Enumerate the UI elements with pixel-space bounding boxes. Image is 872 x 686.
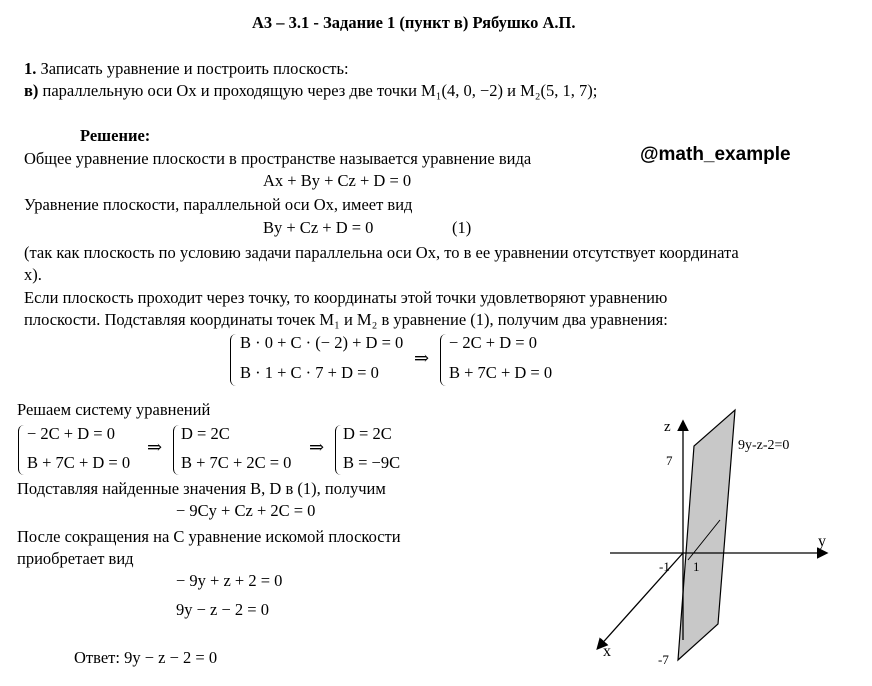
paragraph-reduce-2: приобретает вид [17, 549, 134, 568]
task-part-text: параллельную оси Ox и проходящую через две точки M₁(4, 0, −2) и M₂(5, 1, 7); [42, 81, 598, 100]
system1-eq-b2: B + 7C + D = 0 [449, 363, 553, 382]
plane-equation-label: 9y-z-2=0 [738, 438, 790, 453]
system2-eq-c1: D = 2C [343, 424, 392, 443]
implies-arrow: ⇒ [147, 437, 163, 457]
watermark-handle: @math_example [640, 144, 791, 165]
paragraph-substitute: Подставляя найденные значения B, D в (1), получим [17, 479, 386, 498]
y-axis-label: y [818, 533, 826, 550]
x-axis [598, 553, 683, 648]
solution-heading: Решение: [80, 126, 151, 145]
tick-label-1: 1 [693, 559, 700, 574]
system2-eq-b2: B + 7C + 2C = 0 [181, 453, 292, 472]
task-statement: Записать уравнение и построить плоскость: [40, 59, 349, 78]
tick-label-minus-1: -1 [659, 559, 670, 574]
paragraph-point-2: плоскости. Подставляя координаты точек M₁ и M₂ в уравнение (1), получим два уравнения: [24, 310, 668, 329]
system1-eq-b1: − 2C + D = 0 [449, 333, 537, 352]
equation-number: (1) [452, 218, 472, 237]
equation-general: Ax + By + Cz + D = 0 [263, 171, 412, 190]
task-number: 1. [24, 59, 37, 78]
paragraph-point-1: Если плоскость проходит через точку, то координаты этой точки удовлетворяют уравнению [24, 288, 668, 307]
z-axis-label: z [664, 419, 671, 435]
answer-equation: 9y − z − 2 = 0 [124, 648, 218, 667]
paragraph-parallel: Уравнение плоскости, параллельной оси Ox, имеет вид [24, 195, 413, 214]
task-part-label: в) [24, 81, 39, 100]
page-title: А3 – 3.1 - Задание 1 (пункт в) Рябушко А.П. [252, 13, 576, 32]
equation-substituted: − 9Cy + Cz + 2C = 0 [176, 501, 316, 520]
equation-final-2: 9y − z − 2 = 0 [176, 600, 269, 619]
system2-eq-c2: B = −9C [343, 453, 401, 472]
system1-eq-a1: B · 0 + C · (− 2) + D = 0 [240, 333, 404, 352]
paragraph-explain-1: (так как плоскость по условию задачи параллельна оси Ox, то в ее уравнении отсутствует координата [24, 243, 739, 262]
answer-label: Ответ: [74, 648, 120, 667]
equation-parallel: By + Cz + D = 0 [263, 218, 374, 237]
paragraph-general: Общее уравнение плоскости в пространстве называется уравнение вида [24, 149, 532, 168]
system1-eq-a2: B · 1 + C · 7 + D = 0 [240, 363, 379, 382]
system2-eq-a1: − 2C + D = 0 [27, 424, 115, 443]
plane-shape [678, 410, 735, 660]
system2-eq-a2: B + 7C + D = 0 [27, 453, 131, 472]
paragraph-reduce-1: После сокращения на C уравнение искомой плоскости [17, 527, 401, 546]
system2-eq-b1: D = 2C [181, 424, 230, 443]
paragraph-solve: Решаем систему уравнений [17, 400, 211, 419]
equation-final-1: − 9y + z + 2 = 0 [176, 571, 283, 590]
paragraph-explain-2: x). [24, 265, 42, 284]
tick-label-7: 7 [666, 453, 673, 468]
tick-label-minus-7: -7 [658, 652, 669, 667]
implies-arrow: ⇒ [309, 437, 325, 457]
implies-arrow: ⇒ [414, 348, 430, 368]
x-axis-label: x [603, 643, 611, 660]
